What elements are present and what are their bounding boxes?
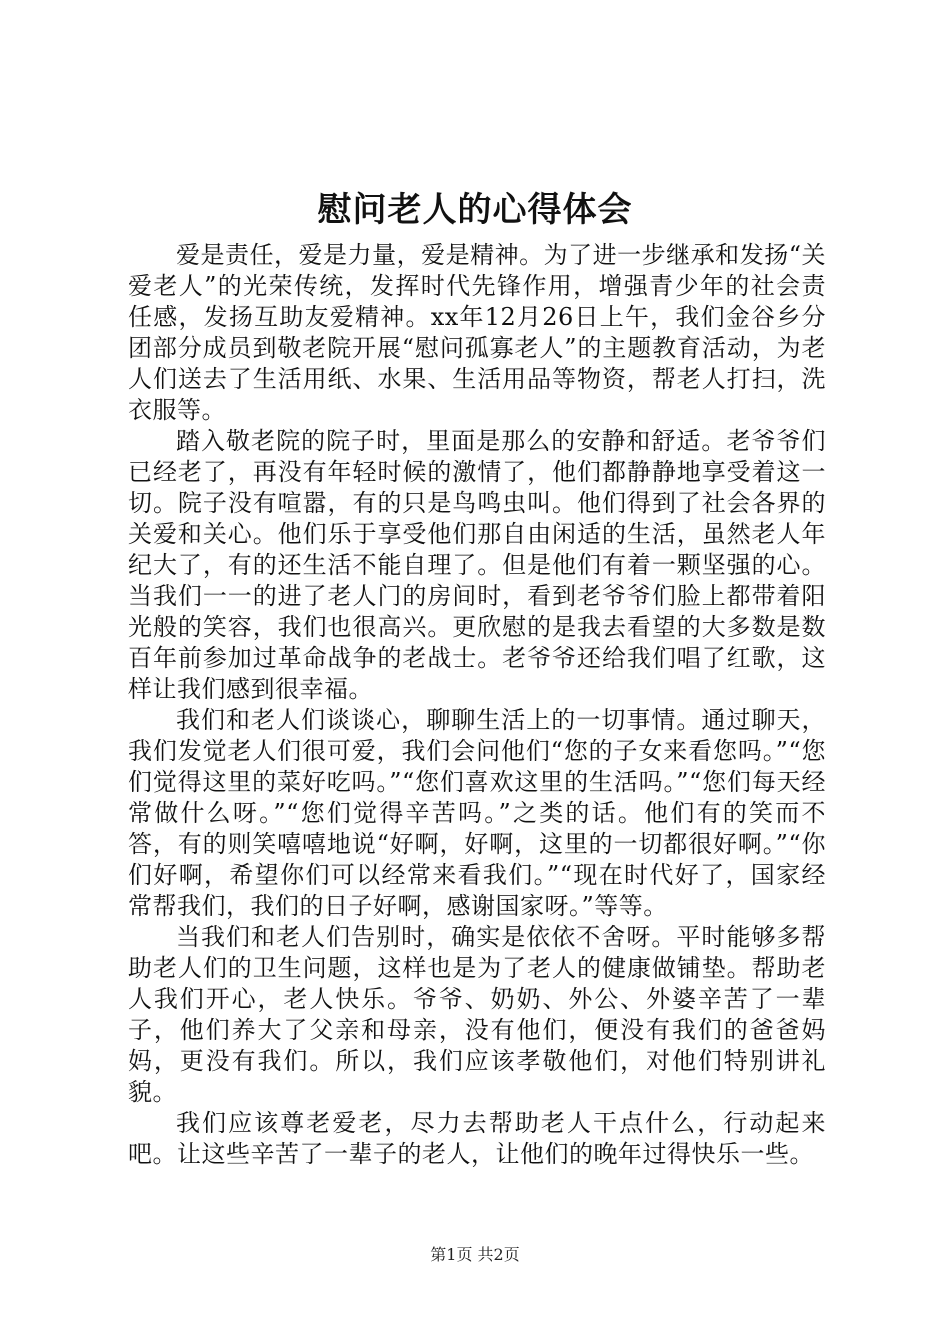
document-title: 慰问老人的心得体会 — [317, 190, 633, 230]
paragraph-1: 爱是责任，爱是力量，爱是精神。为了进一步继承和发扬“关爱老人”的光荣传统，发挥时代先锋作用，增强青少年的社会责任感，发扬互助友爱精神。xx年12月26日上午，我们金谷乡分团部分成员到敬老院开展“慰问孤寡老人”的主题教育活动，为老人们送去了生活用纸、水果、生活用品等物资，帮老人打扫，洗衣服等。 — [128, 241, 826, 424]
paragraph-5: 我们应该尊老爱老，尽力去帮助老人干点什么，行动起来吧。让这些辛苦了一辈子的老人，让他们的晚年过得快乐一些。 — [128, 1109, 826, 1168]
paragraph-2: 踏入敬老院的院子时，里面是那么的安静和舒适。老爷爷们已经老了，再没有年轻时候的激情了，他们都静静地享受着这一切。院子没有喧嚣，有的只是鸟鸣虫叫。他们得到了社会各界的关爱和关心。他们乐于享受他们那自由闲适的生活，虽然老人年纪大了，有的还生活不能自理了。但是他们有着一颗坚强的心。当我们一一的进了老人门的房间时，看到老爷爷们脸上都带着阳光般的笑容，我们也很高兴。更欣慰的是我去看望的大多数是数百年前参加过革命战争的老战士。老爷爷还给我们唱了红歌，这样让我们感到很幸福。 — [128, 427, 826, 703]
page-footer: 第1页 共2页 — [430, 1245, 520, 1264]
document-body — [128, 240, 826, 1170]
paragraph-3: 我们和老人们谈谈心，聊聊生活上的一切事情。通过聊天，我们发觉老人们很可爱，我们会问他们“您的子女来看您吗。”“您们觉得这里的菜好吃吗。”“您们喜欢这里的生活吗。”“您们每天经常做什么呀。”“您们觉得辛苦吗。”之类的话。他们有的笑而不答，有的则笑嘻嘻地说“好啊，好啊，这里的一切都很好啊。”“你们好啊，希望你们可以经常来看我们。”“现在时代好了，国家经常帮我们，我们的日子好啊，感谢国家呀。”等等。 — [128, 706, 826, 920]
paragraph-4: 当我们和老人们告别时，确实是依依不舍呀。平时能够多帮助老人们的卫生问题，这样也是为了老人的健康做铺垫。帮助老人我们开心，老人快乐。爷爷、奶奶、外公、外婆辛苦了一辈子，他们养大了父亲和母亲，没有他们，便没有我们的爸爸妈妈，更没有我们。所以，我们应该孝敬他们，对他们特别讲礼貌。 — [128, 923, 826, 1106]
